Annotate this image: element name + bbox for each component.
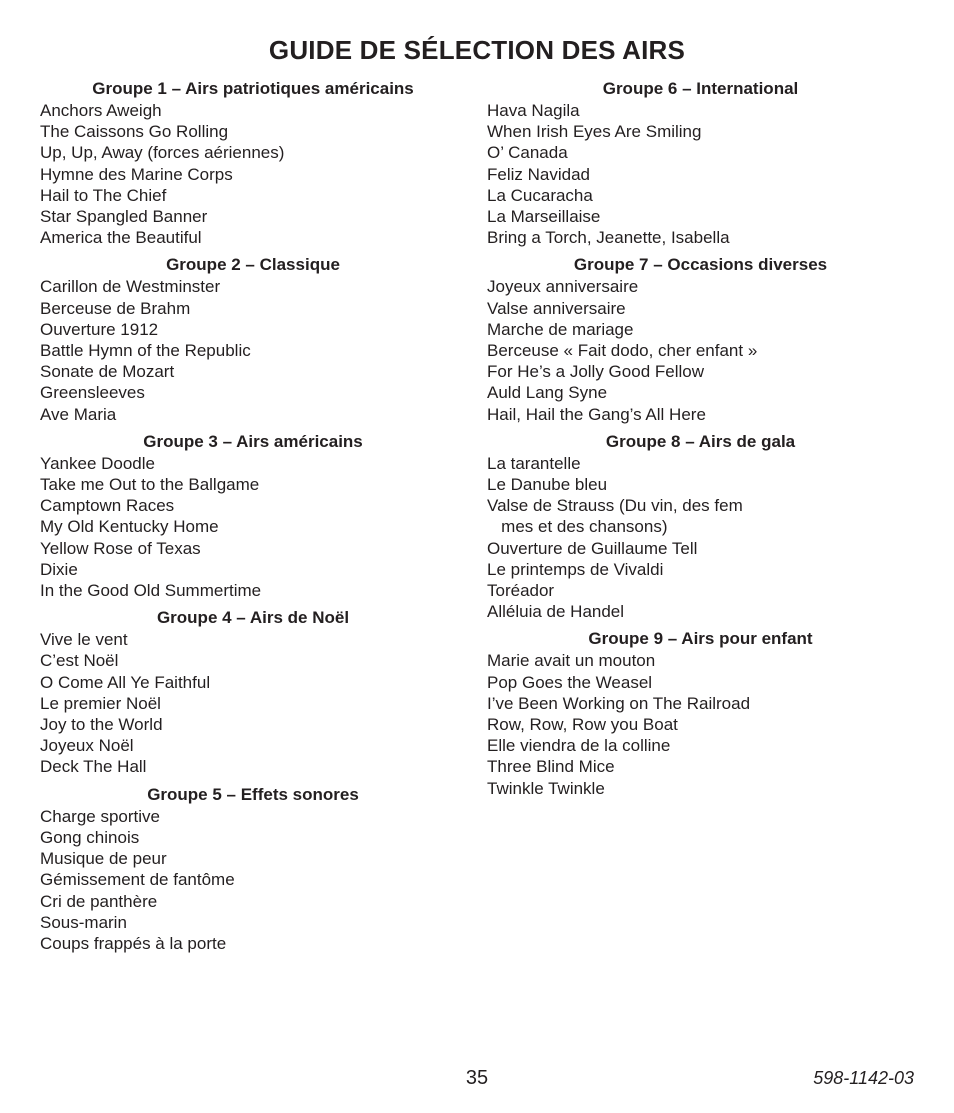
tune-item: Valse anniversaire: [487, 298, 626, 318]
tune-item: Charge sportive: [40, 806, 161, 826]
group-title: Groupe 7 – Occasions diverses: [573, 255, 828, 275]
tune-item: C’est Noël: [40, 651, 119, 671]
tune-item: Joy to the World: [40, 715, 163, 735]
tune-group: [40, 431, 466, 601]
tune-item: Bring a Torch, Jeanette, Isabella: [487, 228, 730, 248]
tune-item: Twinkle Twinkle: [487, 778, 605, 798]
document-code: 598-1142-03: [813, 1068, 914, 1088]
tune-group: [487, 628, 914, 798]
tune-item: My Old Kentucky Home: [40, 517, 219, 537]
tune-item: Dixie: [40, 559, 78, 579]
tune-item: O Come All Ye Faithful: [40, 672, 211, 692]
group-title: Groupe 6 – International: [602, 79, 799, 98]
tune-item: Ouverture 1912: [40, 319, 159, 339]
page-number: 35: [465, 1067, 489, 1089]
group-title: Groupe 8 – Airs de gala: [605, 431, 796, 451]
tune-item: Hail, Hail the Gang’s All Here: [487, 404, 706, 424]
tune-item: Gong chinois: [40, 827, 140, 847]
tune-item: Sonate de Mozart: [40, 362, 175, 382]
group-title: Groupe 9 – Airs pour enfant: [588, 629, 813, 649]
tune-item: Marche de mariage: [487, 319, 634, 339]
tune-item: I’ve Been Working on The Railroad: [487, 693, 751, 713]
tune-item: Le printemps de Vivaldi: [487, 559, 664, 579]
tune-item: mes et des chansons): [487, 517, 668, 537]
tune-item: America the Beautiful: [40, 228, 202, 248]
tune-item: Feliz Navidad: [487, 164, 590, 184]
tune-item: Elle viendra de la colline: [487, 736, 671, 756]
tune-group: [487, 254, 914, 424]
tune-item: Valse de Strauss (Du vin, des fem: [487, 496, 743, 516]
tune-item: Battle Hymn of the Republic: [40, 341, 251, 361]
tune-item: Musique de peur: [40, 849, 167, 869]
tune-item: Camptown Races: [40, 496, 175, 516]
tune-item: Berceuse « Fait dodo, cher enfant »: [487, 341, 758, 361]
tune-item: Take me Out to the Ballgame: [40, 475, 260, 495]
tune-item: Gémissement de fantôme: [40, 870, 235, 890]
tune-item: Deck The Hall: [40, 757, 147, 777]
tune-item: When Irish Eyes Are Smiling: [487, 122, 702, 142]
tune-group: [487, 431, 914, 623]
tune-item: Yellow Rose of Texas: [40, 538, 201, 558]
tune-item: Vive le vent: [40, 630, 128, 650]
tune-item: Anchors Aweigh: [40, 101, 162, 120]
tune-item: La tarantelle: [487, 453, 581, 473]
tune-item: Pop Goes the Weasel: [487, 672, 653, 692]
tune-item: Ouverture de Guillaume Tell: [487, 538, 698, 558]
tune-item: Star Spangled Banner: [40, 207, 208, 227]
tune-item: Hail to The Chief: [40, 185, 167, 205]
tune-item: Auld Lang Syne: [487, 383, 608, 403]
tune-item: For He’s a Jolly Good Fellow: [487, 362, 704, 382]
tune-item: Row, Row, Row you Boat: [487, 715, 678, 735]
tune-item: Three Blind Mice: [487, 757, 615, 777]
tune-group: [487, 78, 914, 248]
tune-item: La Marseillaise: [487, 207, 601, 227]
tune-item: Joyeux anniversaire: [487, 277, 639, 297]
tune-group: [40, 254, 466, 424]
group-title: Groupe 2 – Classique: [166, 255, 340, 275]
tune-item: O’ Canada: [487, 143, 568, 163]
group-title: Groupe 1 – Airs patriotiques américains: [92, 79, 414, 98]
left-column: [40, 78, 466, 960]
tune-group: [40, 78, 466, 248]
tune-item: Ave Maria: [40, 404, 117, 424]
group-title: Groupe 4 – Airs de Noël: [156, 608, 350, 628]
tune-item: The Caissons Go Rolling: [40, 122, 229, 142]
tune-item: Sous-marin: [40, 912, 127, 932]
tune-item: Joyeux Noël: [40, 736, 134, 756]
tune-item: Alléluia de Handel: [487, 602, 625, 622]
tune-group: [40, 607, 466, 777]
tune-item: In the Good Old Summertime: [40, 581, 262, 601]
right-column: [487, 78, 914, 805]
tune-item: Le Danube bleu: [487, 475, 608, 495]
tune-item: Yankee Doodle: [40, 453, 155, 473]
tune-item: Toréador: [487, 581, 555, 601]
tune-item: Up, Up, Away (forces aériennes): [40, 143, 285, 163]
tune-item: Hymne des Marine Corps: [40, 164, 233, 184]
tune-item: La Cucaracha: [487, 185, 593, 205]
tune-group: [40, 784, 466, 954]
tune-item: Marie avait un mouton: [487, 651, 656, 671]
tune-item: Coups frappés à la porte: [40, 933, 227, 953]
group-title: Groupe 3 – Airs américains: [143, 431, 363, 451]
tune-item: Le premier Noël: [40, 693, 161, 713]
tune-item: Greensleeves: [40, 383, 145, 403]
group-title: Groupe 5 – Effets sonores: [147, 784, 359, 804]
tune-item: Hava Nagila: [487, 101, 580, 120]
tune-item: Berceuse de Brahm: [40, 298, 191, 318]
tune-item: Cri de panthère: [40, 891, 158, 911]
tune-item: Carillon de Westminster: [40, 277, 221, 297]
page-title: GUIDE DE SÉLECTION DES AIRS: [268, 35, 686, 65]
